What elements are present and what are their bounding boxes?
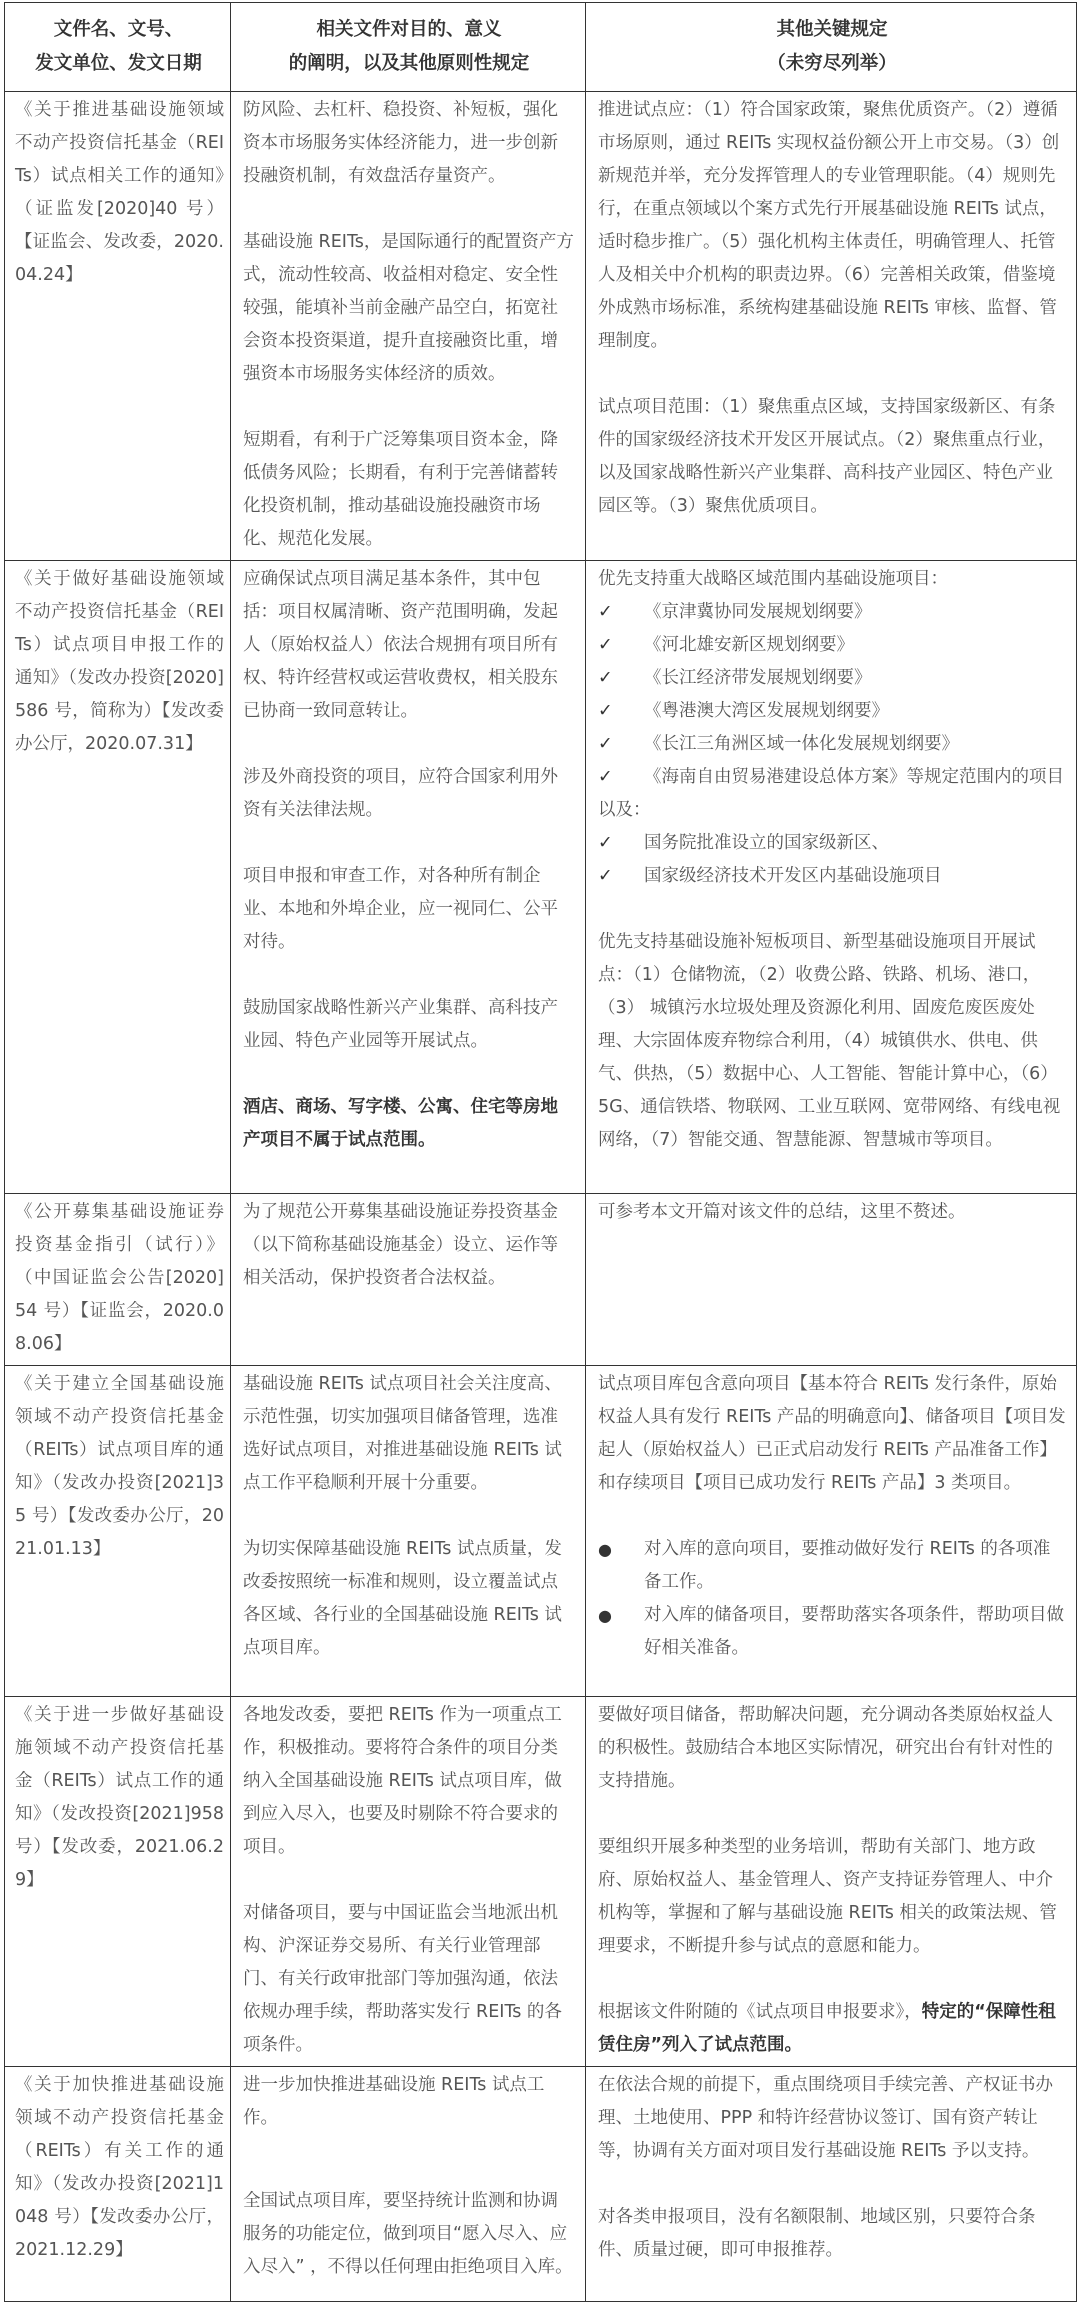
list-item-text: 国务院批准设立的国家级新区、 [644, 833, 889, 853]
paragraph: 各地发改委，要把 REITs 作为一项重点工作，积极推动。要将符合条件的项目分类纳入全国基础设施 REITs 试点项目库，做到应入尽入，也要及时剔除不符合要求的项目。 [243, 1705, 562, 1857]
paragraph: 基础设施 REITs 试点项目社会关注度高、示范性强，切实加强项目储备管理，选准选好试点项目，对推进基础设施 REITs 试点工作平稳顺利开展十分重要。 [243, 1374, 562, 1493]
list-item-text: 对入库的储备项目，要帮助落实各项条件，帮助项目做好相关准备。 [644, 1605, 1064, 1658]
list-item [598, 695, 1066, 728]
paragraph: 优先支持重大战略区域范围内基础设施项目： [598, 569, 948, 589]
document-cell: 《关于进一步做好基础设施领域不动产投资信托基金（REITs）试点工作的通知》（发改投资[2021]958 号）【发改委，2021.06.29】 [5, 1697, 231, 2067]
check-icon: ✓ [598, 668, 613, 688]
paragraph: 优先支持基础设施补短板项目、新型基础设施项目开展试点：（1）仓储物流，（2）收费公路、铁路、机场、港口，（3） 城镇污水垃圾处理及资源化利用、固废危废医废处理、大宗固体废弃物综合利用，（4）城镇供水、供电、供气、供热，（5）数据中心、人工智能、智能计算中心，（6）5G、通信铁塔、物联网、工业互联网、宽带网络、有线电视网络，（7）智能交通、智慧能源、智慧城市等项目。 [598, 932, 1061, 1150]
table-row [5, 561, 1077, 1194]
table-header-row [5, 3, 1077, 92]
paragraph: 可参考本文开篇对该文件的总结，这里不赘述。 [598, 1202, 966, 1222]
header-line: 相关文件对目的、意义 [316, 19, 502, 40]
purpose-cell [231, 1194, 586, 1366]
purpose-cell [231, 561, 586, 1194]
strategic-region-list [598, 596, 1066, 794]
list-item-text: 《海南自由贸易港建设总体方案》等规定范围内的项目 [644, 767, 1064, 787]
paragraph: 要组织开展多种类型的业务培训，帮助有关部门、地方政府、原始权益人、基金管理人、资产支持证券管理人、中介机构等，掌握和了解与基础设施 REITs 相关的政策法规、管理要求，不断提升参与试点的意愿和能力。 [598, 1837, 1057, 1956]
provisions-cell [586, 561, 1077, 1194]
table-row [5, 1366, 1077, 1697]
national-zone-list [598, 827, 1066, 893]
paragraph: 进一步加快推进基础设施 REITs 试点工作。 [243, 2075, 545, 2128]
list-item [598, 728, 1066, 761]
bullet-icon: ● [598, 1540, 612, 1559]
list-item-text: 《河北雄安新区规划纲要》 [644, 635, 854, 655]
header-document [5, 3, 231, 92]
list-item-text: 对入库的意向项目，要推动做好发行 REITs 的各项准备工作。 [644, 1539, 1051, 1592]
paragraph: 涉及外商投资的项目，应符合国家利用外资有关法律法规。 [243, 767, 558, 820]
bullet-icon: ● [598, 1606, 612, 1625]
paragraph: 在依法合规的前提下，重点围绕项目手续完善、产权证书办理、土地使用、PPP 和特许经营协议签订、国有资产转让等，协调有关方面对项目发行基础设施 REITs 予以支持。 [598, 2075, 1053, 2161]
header-line: （未穷尽列举） [767, 53, 897, 74]
check-icon: ✓ [598, 635, 613, 655]
paragraph [598, 1996, 1066, 2062]
table-row [5, 1194, 1077, 1366]
list-item [598, 761, 1066, 794]
list-item [598, 1599, 1066, 1665]
document-cell: 《公开募集基础设施证券投资基金指引（试行）》（中国证监会公告[2020]54 号）【证监会，2020.08.06】 [5, 1194, 231, 1366]
header-line: 的阐明，以及其他原则性规定 [288, 53, 530, 74]
list-item-text: 《长江三角洲区域一体化发展规划纲要》 [644, 734, 959, 754]
paragraph-text: 根据该文件附随的《试点项目申报要求》， [598, 2002, 922, 2022]
provisions-cell [586, 1697, 1077, 2067]
paragraph: 推进试点应：（1）符合国家政策，聚焦优质资产。（2）遵循市场原则，通过 REITs 实现权益份额公开上市交易。（3）创新规范并举，充分发挥管理人的专业管理职能。（4）规则先行，在重点领域以个案方式先行开展基础设施 REITs 试点，适时稳步推广。（5）强化机构主体责任，明确管理人、托管人及相关中介机构的职责边界。（6）完善相关政策，借鉴境外成熟市场标准，系统构建基础设施 REITs 审核、监督、管理制度。 [598, 100, 1060, 351]
paragraph: 试点项目范围：（1）聚焦重点区域，支持国家级新区、有条件的国家级经济技术开发区开展试点。（2）聚焦重点行业，以及国家战略性新兴产业集群、高科技产业园区、特色产业园区等。（3）聚焦优质项目。 [598, 397, 1056, 516]
paragraph: 项目申报和审查工作，对各种所有制企业、本地和外埠企业，应一视同仁、公平对待。 [243, 866, 558, 952]
regulation-table [4, 2, 1077, 2302]
paragraph: 防风险、去杠杆、稳投资、补短板，强化资本市场服务实体经济能力，进一步创新投融资机制，有效盘活存量资产。 [243, 100, 558, 186]
paragraph: 对各类申报项目，没有名额限制、地域区别，只要符合条件、质量过硬，即可申报推荐。 [598, 2207, 1036, 2260]
paragraph: 为了规范公开募集基础设施证券投资基金（以下简称基础设施基金）设立、运作等相关活动，保护投资者合法权益。 [243, 1202, 558, 1288]
table-row [5, 1697, 1077, 2067]
list-item [598, 596, 1066, 629]
purpose-cell [231, 1697, 586, 2067]
header-line: 文件名、文号、 [53, 19, 184, 40]
table-row [5, 92, 1077, 561]
header-purpose [231, 3, 586, 92]
check-icon: ✓ [598, 734, 613, 754]
purpose-cell [231, 92, 586, 561]
table-row [5, 2067, 1077, 2302]
project-bullet-list [598, 1533, 1066, 1665]
header-provisions [586, 3, 1077, 92]
header-line: 其他关键规定 [776, 19, 888, 40]
list-item [598, 662, 1066, 695]
check-icon: ✓ [598, 767, 613, 787]
paragraph: 基础设施 REITs，是国际通行的配置资产方式，流动性较高、收益相对稳定、安全性较强，能填补当前金融产品空白，拓宽社会资本投资渠道，提升直接融资比重，增强资本市场服务实体经济的质效。 [243, 232, 574, 384]
list-item [598, 827, 1066, 860]
provisions-cell [586, 1194, 1077, 1366]
provisions-cell [586, 2067, 1077, 2302]
list-item [598, 629, 1066, 662]
provisions-cell [586, 92, 1077, 561]
paragraph: 鼓励国家战略性新兴产业集群、高科技产业园、特色产业园等开展试点。 [243, 998, 558, 1051]
paragraph: 为切实保障基础设施 REITs 试点质量，发改委按照统一标准和规则，设立覆盖试点各区域、各行业的全国基础设施 REITs 试点项目库。 [243, 1539, 562, 1658]
list-item-text: 《长江经济带发展规划纲要》 [644, 668, 872, 688]
paragraph: 应确保试点项目满足基本条件，其中包括：项目权属清晰、资产范围明确，发起人（原始权益人）依法合规拥有项目所有权、特许经营权或运营收费权，相关股东已协商一致同意转让。 [243, 569, 558, 721]
list-item [598, 860, 1066, 893]
check-icon: ✓ [598, 602, 613, 622]
paragraph: 试点项目库包含意向项目【基本符合 REITs 发行条件，原始权益人具有发行 REITs 产品的明确意向】、储备项目【项目发起人（原始权益人）已正式启动发行 REITs 产品准备工作】和存续项目【项目已成功发行 REITs 产品】3 类项目。 [598, 1374, 1066, 1493]
check-icon: ✓ [598, 833, 613, 853]
purpose-cell [231, 1366, 586, 1697]
check-icon: ✓ [598, 701, 613, 721]
paragraph: 要做好项目储备，帮助解决问题，充分调动各类原始权益人的积极性。鼓励结合本地区实际情况，研究出台有针对性的支持措施。 [598, 1705, 1053, 1791]
paragraph: 全国试点项目库，要坚持统计监测和协调服务的功能定位，做到项目“愿入尽入、应入尽入” ，不得以任何理由拒绝项目入库。 [243, 2191, 573, 2277]
list-item-text: 《京津冀协同发展规划纲要》 [644, 602, 872, 622]
document-cell: 《关于加快推进基础设施领域不动产投资信托基金（REITs）有关工作的通知》（发改办投资[2021]1048 号）【发改委办公厅，2021.12.29】 [5, 2067, 231, 2302]
document-cell: 《关于建立全国基础设施领域不动产投资信托基金（REITs）试点项目库的通知》（发改办投资[2021]35 号）【发改委办公厅，2021.01.13】 [5, 1366, 231, 1697]
list-item [598, 1533, 1066, 1599]
list-item-text: 国家级经济技术开发区内基础设施项目 [644, 866, 942, 886]
list-item-text: 《粤港澳大湾区发展规划纲要》 [644, 701, 889, 721]
header-line: 发文单位、发文日期 [35, 53, 202, 74]
paragraph: 对储备项目，要与中国证监会当地派出机构、沪深证券交易所、有关行业管理部门、有关行政审批部门等加强沟通，依法依规办理手续，帮助落实发行 REITs 的各项条件。 [243, 1903, 562, 2055]
highlight-text: 特定的“保障性租赁住房”列入了试点范围。 [598, 2002, 1056, 2055]
purpose-cell [231, 2067, 586, 2302]
provisions-cell [586, 1366, 1077, 1697]
bold-exclusion-note: 酒店、商场、写字楼、公寓、住宅等房地产项目不属于试点范围。 [243, 1097, 558, 1150]
paragraph: 以及： [598, 800, 651, 820]
document-cell: 《关于推进基础设施领域不动产投资信托基金（REITs）试点相关工作的通知》（证监发[2020]40 号）【证监会、发改委，2020.04.24】 [5, 92, 231, 561]
paragraph: 短期看，有利于广泛筹集项目资本金，降低债务风险；长期看，有利于完善储蓄转化投资机制，推动基础设施投融资市场化、规范化发展。 [243, 430, 558, 549]
document-cell: 《关于做好基础设施领域不动产投资信托基金（REITs）试点项目申报工作的通知》（发改办投资[2020]586 号，简称为）【发改委办公厅，2020.07.31】 [5, 561, 231, 1194]
check-icon: ✓ [598, 866, 613, 886]
